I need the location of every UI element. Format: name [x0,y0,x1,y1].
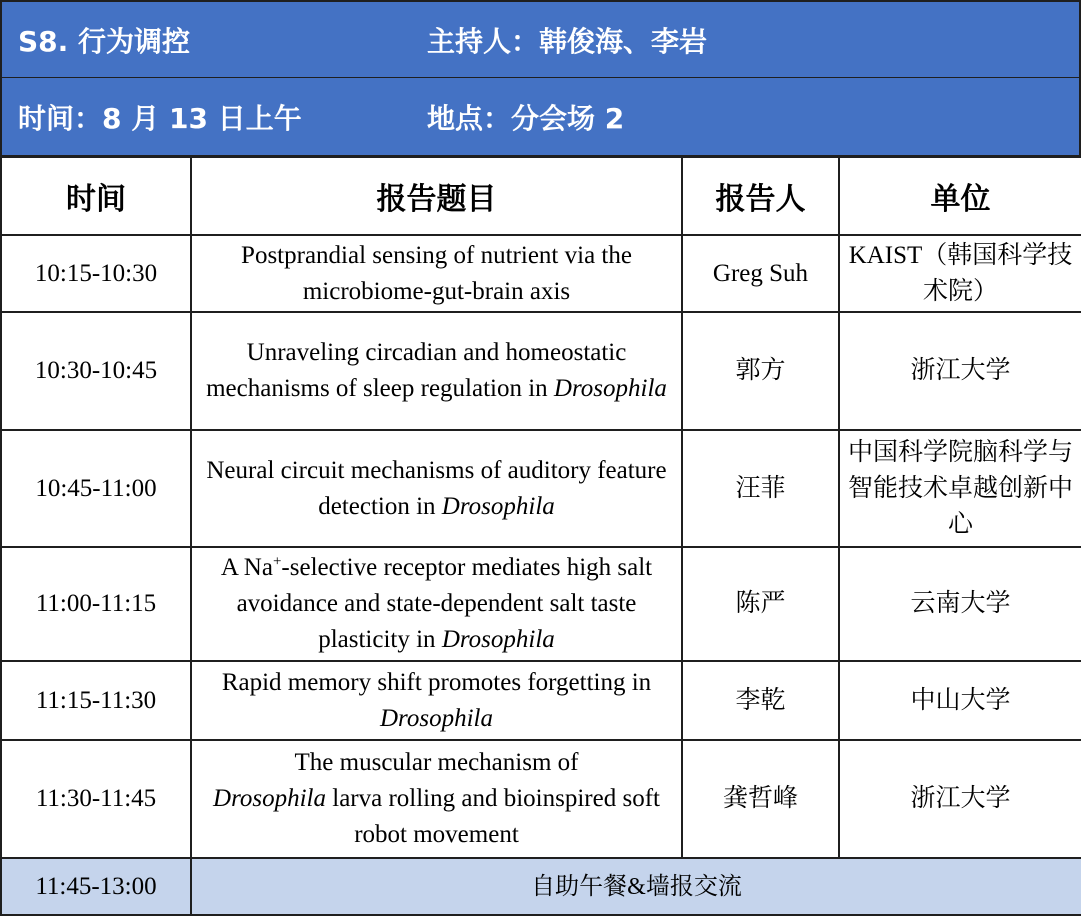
table-header-row [1,157,1081,235]
lunch-label: 自助午餐&墙报交流 [191,858,1081,915]
session-header [0,0,1081,78]
schedule-table [0,156,1081,916]
talk-affiliation: 中国科学院脑科学与智能技术卓越创新中心 [839,430,1081,547]
talk-title: Neural circuit mechanisms of auditory feature detection in Drosophila [191,430,682,547]
talk-time: 10:15-10:30 [1,235,191,312]
column-header-affiliation: 单位 [839,157,1081,235]
talk-title: A Na+-selective receptor mediates high salt avoidance and state-dependent salt taste plasticity in Drosophila [191,547,682,661]
talk-title: Unraveling circadian and homeostatic mechanisms of sleep regulation in Drosophila [191,312,682,430]
talk-affiliation: 浙江大学 [839,312,1081,430]
table-row [1,740,1081,858]
species-name: Drosophila [380,704,493,732]
talk-title: Rapid memory shift promotes forgetting in Drosophila [191,661,682,740]
table-row [1,235,1081,312]
talk-time: 11:15-11:30 [1,661,191,740]
talk-affiliation: 浙江大学 [839,740,1081,858]
talk-title: The muscular mechanism of Drosophila larva rolling and bioinspired soft robot movement [191,740,682,858]
column-header-time: 时间 [1,157,191,235]
talk-time: 10:45-11:00 [1,430,191,547]
table-row [1,661,1081,740]
talk-speaker: 陈严 [682,547,839,661]
table-row [1,430,1081,547]
talk-title: Postprandial sensing of nutrient via the microbiome-gut-brain axis [191,235,682,312]
talk-speaker: 郭方 [682,312,839,430]
talk-speaker: 龚哲峰 [682,740,839,858]
column-header-speaker: 报告人 [682,157,839,235]
table-row [1,547,1081,661]
talk-affiliation: 中山大学 [839,661,1081,740]
session-venue: 地点：分会场 2 [427,101,625,135]
talk-speaker: 汪菲 [682,430,839,547]
talk-time: 11:00-11:15 [1,547,191,661]
talk-affiliation: KAIST（韩国科学技术院） [839,235,1081,312]
column-header-title: 报告题目 [191,157,682,235]
talk-time: 11:30-11:45 [1,740,191,858]
talk-time: 10:30-10:45 [1,312,191,430]
session-code: S8. 行为调控 [18,24,191,58]
table-row [1,312,1081,430]
lunch-row [1,858,1081,915]
session-hosts: 主持人：韩俊海、李岩 [427,24,708,58]
session-time: 时间：8 月 13 日上午 [18,101,302,135]
species-name: Drosophila [441,626,555,653]
species-name: Drosophila [553,375,667,402]
talk-speaker: Greg Suh [682,235,839,312]
lunch-time: 11:45-13:00 [1,858,191,915]
species-name: Drosophila [441,492,555,520]
talk-speaker: 李乾 [682,661,839,740]
session-info [0,78,1081,156]
talk-affiliation: 云南大学 [839,547,1081,661]
species-name: Drosophila [213,785,326,812]
